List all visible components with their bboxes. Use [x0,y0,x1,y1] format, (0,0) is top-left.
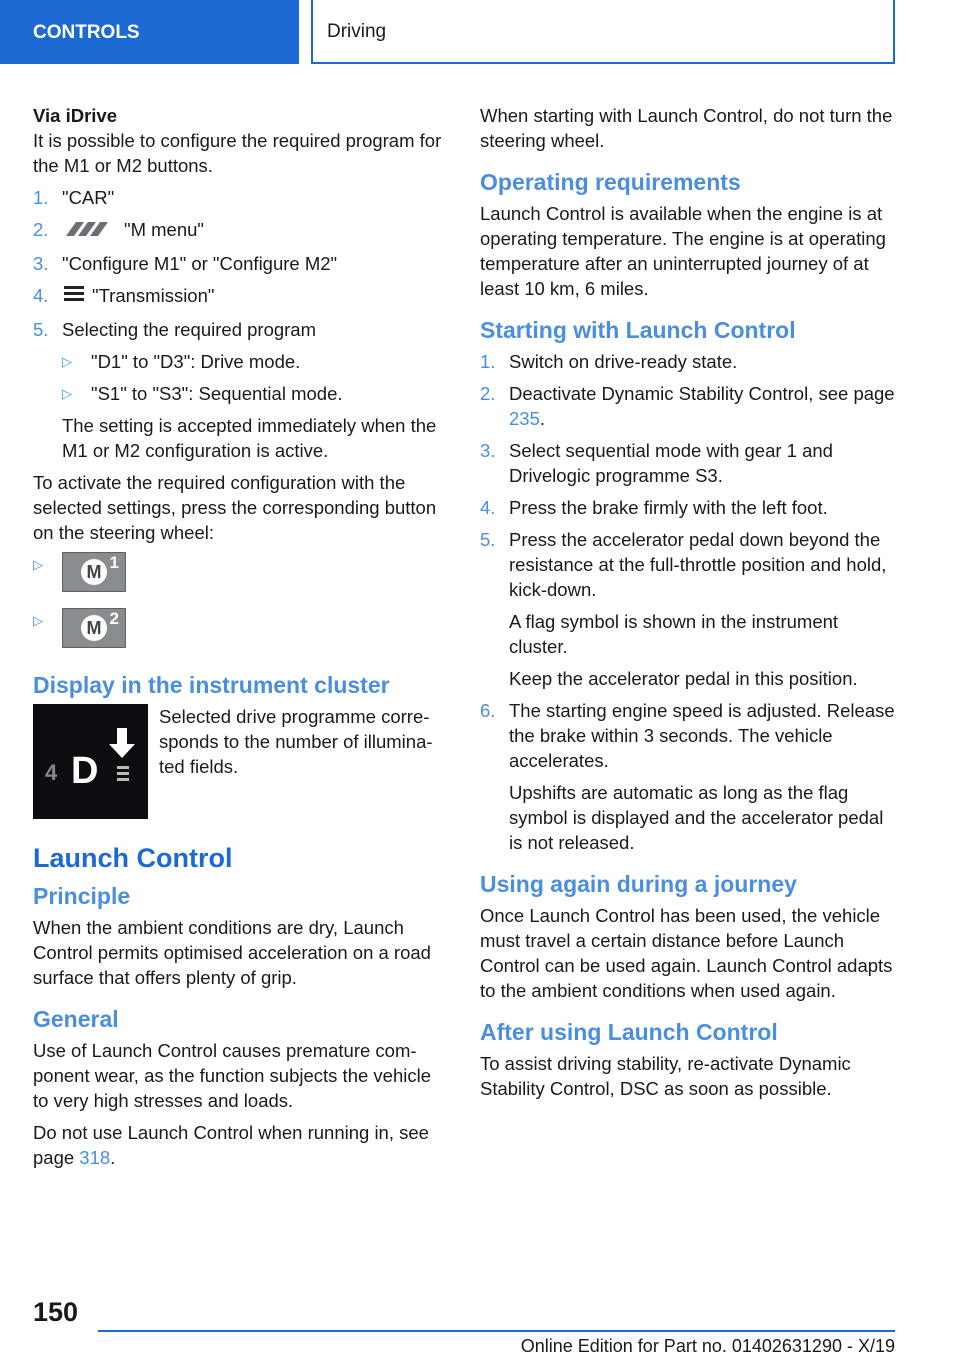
list-item [62,349,448,374]
after-using-heading: After using Launch Control [480,1019,778,1045]
right-column [480,103,898,1108]
upshift-note: Upshifts are automatic as long as the flag symbol is displayed and the accelerator pedal is not released. [509,782,884,853]
accepted-note: The setting is accepted immediately when the M1 or M2 configuration is active. [62,414,437,461]
step-number: 5. [480,529,496,550]
principle-heading: Principle [33,882,131,909]
triangle-bullet-icon: ▷ [62,385,72,401]
m2-button-icon [62,608,126,648]
step-text: Press the brake firmly with the left foot. [509,497,828,518]
page-link-318[interactable]: 318 [79,1146,111,1168]
gear-mode: D [71,749,99,792]
cluster-row [33,704,448,819]
m-number: 2 [109,608,119,628]
option-text: "D1" to "D3": Drive mode. [91,350,301,372]
steering-note: When starting with Launch Control, do not turn the steering wheel. [480,105,893,151]
display-heading: Display in the instrument cluster [33,671,390,698]
general-heading: General [33,1005,119,1032]
triangle-bullet-icon: ▷ [33,612,43,628]
list-item [33,185,448,210]
step-text: Select sequential mode with gear 1 and Drivelogic programme S3. [509,440,833,486]
step-number: 2. [33,219,49,240]
step-text: "CAR" [62,187,115,208]
intro-text: It is possible to configure the required program for the M1 or M2 buttons. [33,130,442,176]
m-number: 1 [109,552,119,572]
gear-number: 4 [45,759,58,785]
m1-button-icon [62,552,126,592]
footer-divider [98,1330,895,1332]
launch-steps [480,349,898,855]
page-link-235[interactable]: 235 [509,408,540,429]
left-column [33,103,448,1177]
m-button-list [33,552,448,656]
list-item [33,217,448,244]
list-item [480,527,898,691]
launch-control-heading: Launch Control [33,842,233,873]
step-number: 3. [33,252,49,274]
step-number: 4. [480,497,496,518]
after-using-text: To assist driving stability, re-activate Dynamic Stability Control, DSC as soon as possible. [480,1053,851,1099]
via-idrive-heading: Via iDrive [33,105,117,126]
step-text: Deactivate Dynamic Stability Control, see page [509,383,895,404]
step-number: 2. [480,383,496,404]
option-text: "S1" to "S3": Sequential mode. [91,382,343,404]
step-text: "Transmission" [92,284,215,306]
flag-note: A flag symbol is shown in the instrument cluster. [509,611,839,657]
list-item [33,552,448,600]
period: . [539,408,546,429]
step-text: Selecting the required program [62,318,317,340]
step-text: "M menu" [124,219,204,240]
using-again-heading: Using again during a journey [480,871,797,897]
triangle-bullet-icon: ▷ [62,353,72,369]
launch-arrow-icon [33,704,148,819]
idrive-steps [33,185,448,463]
principle-text: When the ambient conditions are dry, Launch Control permits optimised acceleration on a road surface that offers plenty of grip. [33,916,431,988]
general-text: Use of Launch Control causes premature component wear, as the function subjects the vehicle to very high stresses and loads. [33,1039,432,1111]
starting-heading: Starting with Launch Control [480,317,796,343]
step-number: 1. [480,351,496,372]
running-in-body: Do not use Launch Control when running in, see page [33,1121,429,1168]
list-item [480,381,898,431]
chapter-tab [311,0,895,64]
page-number: 150 [33,1297,79,1327]
running-in-text [33,1120,448,1170]
m-letter: M [81,615,107,641]
program-options [62,349,448,406]
instrument-cluster-image [33,704,148,819]
section-label: CONTROLS [33,21,140,43]
display-description: Selected drive programme corresponds to the number of illuminated fields. [159,705,433,777]
m-stripes-icon [62,219,118,244]
chapter-label: Driving [327,20,387,42]
period: . [110,1146,116,1168]
list-item [480,698,898,855]
step-text: "Configure M1" or "Configure M2" [62,252,338,274]
step-number: 4. [33,284,49,306]
step-text: Press the accelerator pedal down beyond the resistance at the full-throttle position and hold, kick-down. [509,529,887,600]
step-number: 3. [480,440,496,461]
using-again-text: Once Launch Control has been used, the vehicle must travel a certain distance before Launch Control can be used again. Launch Control adapts to the ambient conditions when used again. [480,905,893,1001]
step-text: The starting engine speed is adjusted. Release the brake within 3 seconds. The vehicle accelerates. [509,700,895,771]
step-number: 1. [33,187,49,208]
operating-requirements-heading: Operating requirements [480,169,741,195]
list-item [33,283,448,310]
step-number: 5. [33,318,49,340]
step-text: Switch on drive-ready state. [509,351,738,372]
operating-requirements-text: Launch Control is available when the engine is at operating temperature. The engine is at operating temperature after an uninterrupted journey of at least 10 km, 6 miles. [480,203,886,299]
list-item [62,381,448,406]
list-item [480,438,898,488]
section-tab[interactable] [0,0,299,64]
list-item [33,251,448,276]
keep-note: Keep the accelerator pedal in this position. [509,668,858,689]
m-letter: M [81,559,107,585]
list-item [480,349,898,374]
list-item [480,495,898,520]
edition-note: Online Edition for Part no. 01402631290 - X/19 [520,1336,895,1356]
step-number: 6. [480,700,496,721]
list-item [33,317,448,463]
list-item [33,608,448,656]
triangle-bullet-icon: ▷ [33,556,43,572]
transmission-icon [62,284,86,310]
activate-text: To activate the required configuration with the selected settings, press the corresponding button on the steering wheel: [33,471,437,543]
